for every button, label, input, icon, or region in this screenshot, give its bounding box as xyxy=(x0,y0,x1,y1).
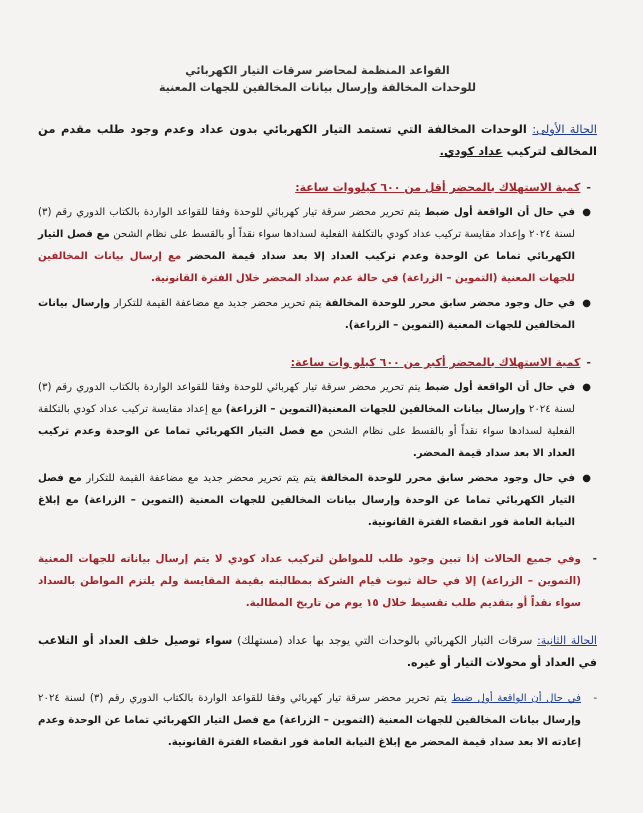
item-bold: وإرسال بيانات المخالفين للجهات المعنية (التموين – الزراعة) مع فصل التيار الكهربائي تماما عن الوحدة وعدم إعادته الا بعد سداد قيمة المحضر مع إبلاغ النيابة العامة فور انقضاء الفترة القانونية. xyxy=(38,715,581,748)
section-1-heading xyxy=(38,180,591,196)
item-lead: في حال وجود محضر سابق محرر للوحدة المخالفة xyxy=(325,298,575,309)
bullet-icon: ● xyxy=(582,298,591,309)
case-1-text: الوحدات المخالفة التي تستمد التيار الكهربائي بدون عداد وعدم وجود طلب مقدم من المخالف لتركيب xyxy=(38,122,597,158)
general-note-text: وفي جميع الحالات إذا تبين وجود طلب للمواطن لتركيب عداد كودي لا يتم إرسال بياناته للجهات المعنية (التموين – الزراعة) إلا في حالة ثبوت قيام الشركة بمطالبته بقيمة المقايسة ولم يلتزم المواطن بالسداد سواء نقداً أو بتقديم طلب تقسيط خلال ١٥ يوم من تاريخ المطالبة. xyxy=(38,553,581,609)
list-item xyxy=(38,202,597,290)
case-2-bold: سواء توصيل خلف العداد أو التلاعب في العداد أو محولات التيار أو غيره. xyxy=(38,634,597,669)
case-1-tail: عداد كودي. xyxy=(439,144,503,158)
bullet-icon: ● xyxy=(582,382,591,393)
item-body: يتم تحرير محضر سرقة تيار كهربائي للوحدة وفقا للقواعد الواردة بالكتاب الدوري رقم (٣) لسنة ٢٠٢٤ وإعداد مقايسة تركيب عداد كودي بالتكلفة الفعلية لسدادها سواء نقداً أو بالقسط على نظام الشحن xyxy=(38,207,575,240)
item-lead: في حال وجود محضر سابق محرر للوحدة المخالفة xyxy=(320,473,575,484)
bullet-icon: ● xyxy=(582,207,591,218)
section-2-heading-text: كمية الاستهلاك بالمحضر أكبر من ٦٠٠ كيلو وات ساعة: xyxy=(290,356,581,369)
item-body: يتم يتم تحرير محضر جديد مع مضاعفة القيمة للتكرار xyxy=(81,473,321,484)
document-title-line-2: للوحدات المخالفة وإرسال بيانات المخالفين للجهات المعنية xyxy=(158,81,477,94)
section-1-heading-text: كمية الاستهلاك بالمحضر أقل من ٦٠٠ كيلووات ساعة: xyxy=(295,181,581,194)
item-lead: في حال أن الواقعة أول ضبط xyxy=(451,693,581,704)
item-body-2: مع إعداد مقايسة تركيب عداد كودي بالتكلفة الفعلية لسدادها سواء نقداً أو بالقسط على نظام الشحن xyxy=(38,404,575,437)
list-item xyxy=(38,293,597,337)
item-lead: في حال أن الواقعة أول ضبط xyxy=(424,207,575,218)
item-bold-2: مع فصل التيار الكهربائي تماما عن الوحدة وعدم تركيب العداد الا بعد سداد قيمة المحضر. xyxy=(38,426,575,459)
dash-marker: - xyxy=(593,693,597,704)
list-item xyxy=(38,468,597,534)
dash-marker: - xyxy=(586,356,591,369)
item-bold: وإرسال بيانات المخالفين للجهات المعنية (التموين – الزراعة). xyxy=(38,298,575,331)
bullet-icon: ● xyxy=(582,473,591,484)
case-1-heading xyxy=(38,118,597,162)
section-2-list xyxy=(38,377,597,534)
item-lead: في حال أن الواقعة أول ضبط xyxy=(424,382,575,393)
dash-marker: - xyxy=(592,553,597,565)
section-1-list xyxy=(38,202,597,337)
dash-marker: - xyxy=(586,181,591,194)
case-2-label: الحالة الثانية: xyxy=(537,634,597,647)
item-bold: مع فصل التيار الكهربائي تماما عن الوحدة وإرسال بيانات المخالفين للجهات المعنية (التموين – الزراعة) مع إبلاغ النيابة العامة فور انقضاء الفترة القانونية. xyxy=(38,473,575,528)
item-bold: وإرسال بيانات المخالفين للجهات المعنية(التموين – الزراعة) xyxy=(225,404,526,415)
general-note xyxy=(38,548,597,614)
item-body: يتم تحرير محضر سرقة تيار كهربائي وفقا للقواعد الواردة بالكتاب الدوري رقم (٣) لسنة ٢٠٢٤ xyxy=(38,693,452,704)
section-2-heading xyxy=(38,355,591,371)
case-1-label: الحالة الأولى: xyxy=(532,122,597,136)
list-item xyxy=(38,377,597,465)
case-2-text: سرقات التيار الكهربائي بالوحدات التي يوجد بها عداد (مستهلك) xyxy=(232,634,538,647)
item-bold: مع فصل التيار الكهربائي تماما عن الوحدة وعدم تركيب العداد إلا بعد سداد قيمة المحضر xyxy=(38,229,575,262)
case-2-item xyxy=(38,688,597,754)
case-2-heading xyxy=(38,630,597,674)
document-title-line-1: القواعد المنظمة لمحاضر سرقات التيار الكهربائي xyxy=(185,64,450,77)
item-red: مع إرسال بيانات المخالفين للجهات المعنية (التموين – الزراعة) في حالة عدم سداد المحضر خلال الفترة القانونية. xyxy=(38,251,575,284)
item-body: يتم تحرير محضر جديد مع مضاعفة القيمة للتكرار xyxy=(110,298,326,309)
item-body: يتم تحرير محضر سرقة تيار كهربائي للوحدة وفقا للقواعد الواردة بالكتاب الدوري رقم (٣) لسنة ٢٠٢٤ xyxy=(38,382,575,415)
